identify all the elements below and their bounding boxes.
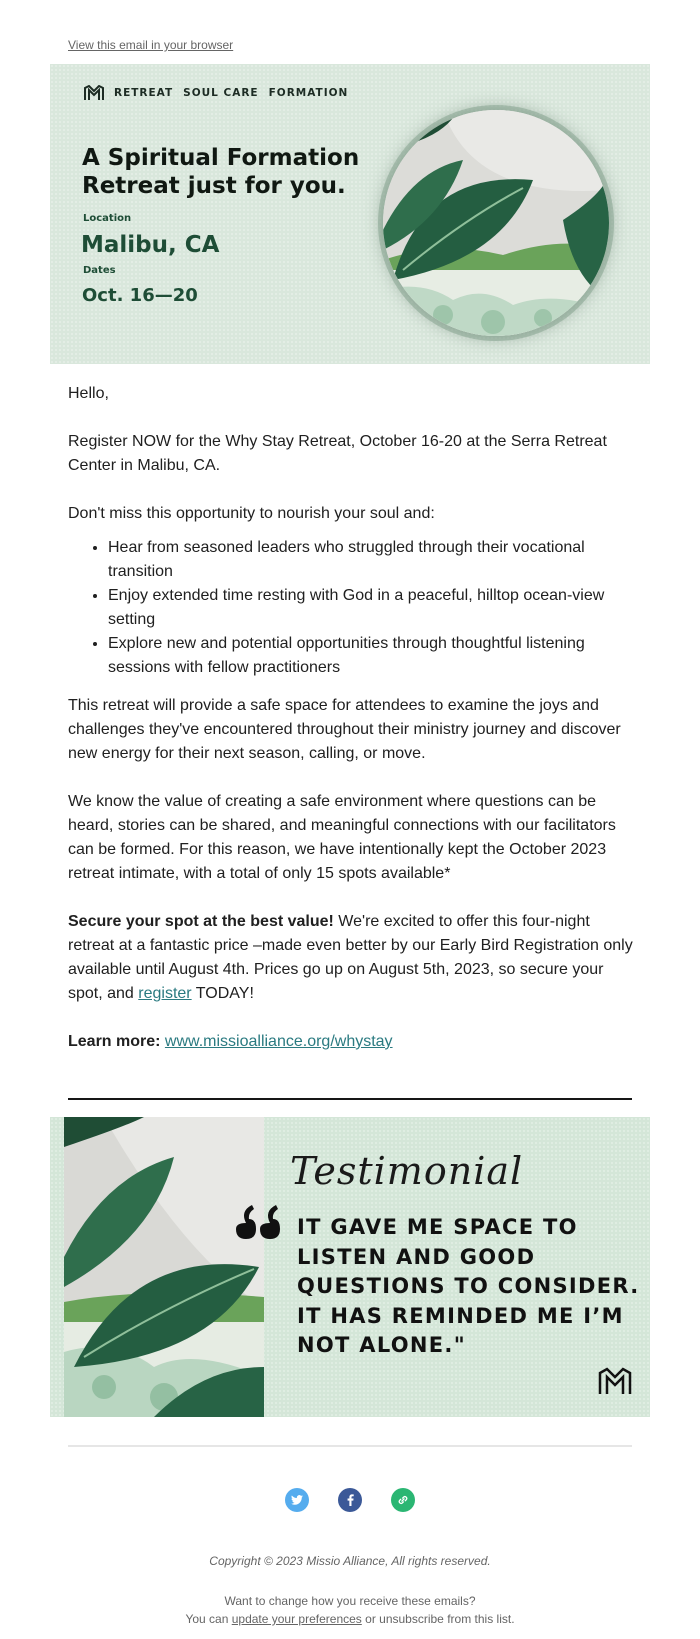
value-text: We're excited to offer this four-night retreat at a fantastic price –made even better by our Early Bird Registration only available until August 4th. Prices go up on August 5th, 2023, so secure your spot, and (68, 913, 633, 1002)
list-item: • Hear from seasoned leaders who struggled through their vocational transition (108, 536, 633, 584)
learn-more-link[interactable]: www.missioalliance.org/whystay (164, 1033, 393, 1050)
greeting: Hello, (68, 385, 109, 402)
register-link[interactable]: register (138, 985, 192, 1002)
twitter-button[interactable] (285, 1488, 309, 1512)
location-value: Malibu, CA (81, 232, 220, 258)
value-end: TODAY! (191, 985, 254, 1002)
footer-divider (68, 1445, 632, 1447)
missio-logo-icon (84, 85, 104, 101)
value-bold: Secure your spot at the best value! (68, 913, 334, 930)
link-icon (397, 1494, 409, 1506)
intro-paragraph: Register NOW for the Why Stay Retreat, October 16-20 at the Serra Retreat Center in Malibu, CA. (68, 433, 607, 474)
benefit-list (68, 536, 633, 680)
testimonial-quote: IT GAVE ME SPACE TO LISTEN AND GOOD QUESTIONS TO CONSIDER. IT HAS REMINDED ME I’M NOT ALONE." (297, 1215, 640, 1357)
you-can-text: You can (185, 1612, 232, 1626)
environment-paragraph: We know the value of creating a safe environment where questions can be heard, stories can be shared, and meaningful connections with our facilitators can be formed. For this reason, we have intentionally kept the October 2023 retreat intimate, with a total of only 15 spots available* (68, 793, 616, 882)
update-preferences-link[interactable]: update your preferences (231, 1612, 362, 1626)
testimonial-title: Testimonial (290, 1149, 524, 1193)
facebook-icon (347, 1494, 354, 1506)
missio-logo-icon (598, 1367, 632, 1395)
learn-more-label: Learn more: (68, 1033, 161, 1050)
lead-in-paragraph: Don't miss this opportunity to nourish your soul and: (68, 505, 435, 522)
preferences-line (0, 1610, 700, 1628)
headline-line-1: A Spiritual Formation (82, 145, 360, 171)
section-divider (68, 1098, 632, 1100)
hero-brand-bar (84, 85, 348, 101)
unsubscribe-text: or unsubscribe from this list. (361, 1612, 515, 1626)
view-in-browser-link[interactable]: View this email in your browser (68, 38, 234, 52)
website-link-button[interactable] (391, 1488, 415, 1512)
brand-item-retreat: RETREAT (114, 87, 174, 99)
hero-banner (50, 64, 650, 364)
safe-space-paragraph: This retreat will provide a safe space for attendees to examine the joys and challenges they've encountered throughout their ministry journey and discover new energy for their next season, calling, or move. (68, 697, 621, 762)
dates-value: Oct. 16—20 (82, 285, 198, 306)
location-label: Location (83, 213, 132, 224)
change-question-text: Want to change how you receive these emails? (224, 1594, 476, 1608)
quote-mark-icon (236, 1203, 280, 1243)
hero-leaf-image (383, 110, 609, 336)
dates-label: Dates (83, 265, 116, 276)
testimonial-leaf-image (64, 1117, 264, 1417)
list-item: • Explore new and potential opportunities through thoughtful listening sessions with fellow practitioners (108, 632, 633, 680)
testimonial-banner (50, 1117, 650, 1417)
social-links (0, 1488, 700, 1512)
brand-item-soul-care: SOUL CARE (183, 87, 259, 99)
brand-item-formation: FORMATION (268, 87, 349, 99)
copyright-text: Copyright © 2023 Missio Alliance, All rights reserved. (209, 1554, 491, 1568)
list-item: • Enjoy extended time resting with God in a peaceful, hilltop ocean-view setting (108, 584, 633, 632)
twitter-icon (291, 1495, 303, 1505)
learn-more-paragraph (68, 1030, 633, 1054)
facebook-button[interactable] (338, 1488, 362, 1512)
headline-line-2: Retreat just for you. (82, 173, 346, 199)
value-paragraph (68, 910, 633, 1006)
email-body (68, 382, 633, 1078)
hero-headline (82, 144, 382, 200)
